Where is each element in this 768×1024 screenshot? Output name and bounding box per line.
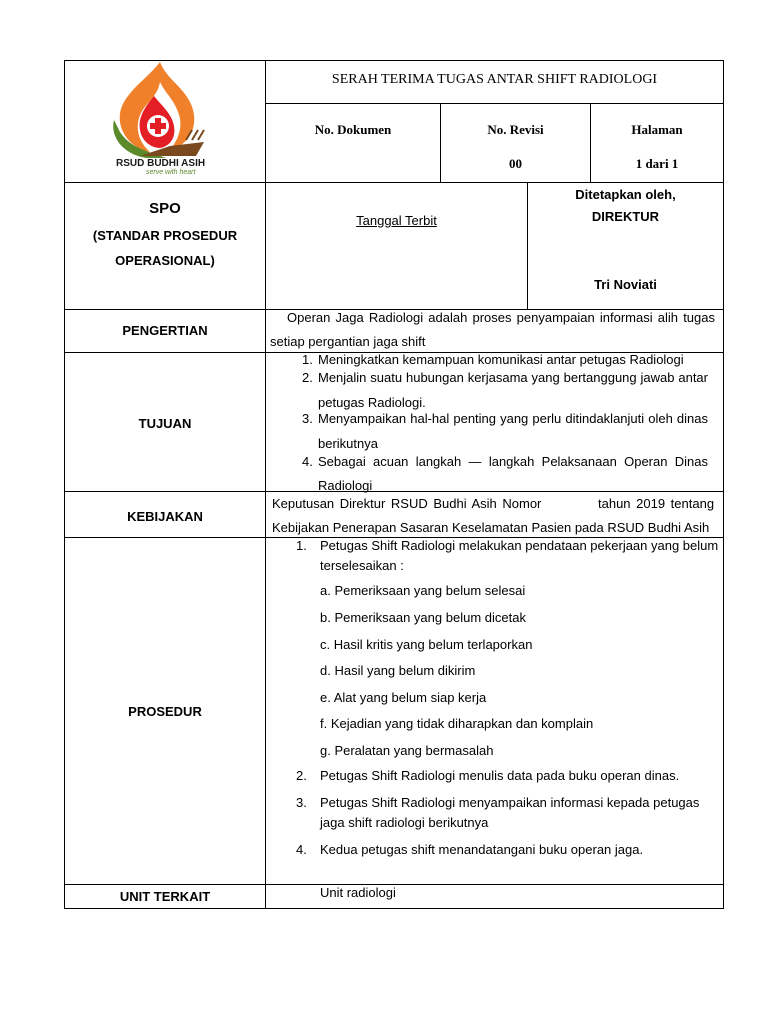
document-title: SERAH TERIMA TUGAS ANTAR SHIFT RADIOLOGI	[331, 72, 658, 87]
hospital-logo	[100, 60, 220, 180]
hospital-tagline: serve with heart	[146, 169, 196, 176]
prosedur-label: PROSEDUR	[128, 704, 202, 719]
prosedur-number: 3.	[296, 795, 307, 810]
prosedur-step: Petugas Shift Radiologi menyampaikan informasi kepada petugas	[320, 795, 700, 810]
spo-subtitle-line2: OPERASIONAL)	[115, 253, 215, 268]
tujuan-item: Menjalin suatu hubungan kerjasama yang bertanggung jawab antar	[318, 370, 708, 385]
prosedur-sub-item: b. Pemeriksaan yang belum dicetak	[320, 610, 526, 625]
tujuan-item: Meningkatkan kemampuan komunikasi antar petugas Radiologi	[318, 352, 684, 367]
unit-terkait-value: Unit radiologi	[320, 885, 396, 900]
tujuan-label: TUJUAN	[138, 416, 192, 431]
flame-cross-icon	[100, 60, 220, 160]
unit-terkait-label: UNIT TERKAIT	[119, 889, 211, 904]
prosedur-step: Kedua petugas shift menandatangani buku operan jaga.	[320, 842, 644, 857]
hospital-name: RSUD BUDHI ASIH	[116, 158, 206, 169]
kebijakan-line2: Kebijakan Penerapan Sasaran Keselamatan Pasien pada RSUD Budhi Asih	[272, 520, 710, 535]
spo-title: SPO	[149, 200, 181, 217]
prosedur-step-cont: terselesaikan :	[320, 558, 404, 573]
prosedur-sub-item: g. Peralatan yang bermasalah	[320, 743, 494, 758]
direktur-label: DIREKTUR	[591, 209, 660, 224]
pengertian-line1: Operan Jaga Radiologi adalah proses penyampaian informasi alih tugas	[287, 310, 715, 325]
tujuan-number: 1.	[302, 352, 313, 367]
prosedur-step: Petugas Shift Radiologi menulis data pada buku operan dinas.	[320, 768, 680, 783]
pengertian-line2: setiap pergantian jaga shift	[270, 334, 426, 349]
no-dokumen-label: No. Dokumen	[314, 122, 392, 137]
halaman-label: Halaman	[631, 122, 683, 137]
tujuan-number: 3.	[302, 411, 313, 426]
prosedur-number: 2.	[296, 768, 307, 783]
prosedur-sub-item: f. Kejadian yang tidak diharapkan dan komplain	[320, 716, 594, 731]
no-revisi-value: 00	[509, 156, 522, 171]
tujuan-item: Sebagai acuan langkah — langkah Pelaksanaan Operan Dinas	[318, 454, 708, 469]
kebijakan-line1-a: Keputusan Direktur RSUD Budhi Asih Nomor	[272, 496, 542, 511]
prosedur-number: 1.	[296, 538, 307, 553]
tujuan-item: Menyampaikan hal-hal penting yang perlu ditindaklanjuti oleh dinas	[318, 411, 708, 426]
no-revisi-label: No. Revisi	[487, 122, 544, 137]
tanggal-terbit-label: Tanggal Terbit	[356, 213, 437, 228]
halaman-value: 1 dari 1	[635, 156, 679, 171]
ditetapkan-label: Ditetapkan oleh,	[575, 187, 676, 202]
prosedur-sub-item: a. Pemeriksaan yang belum selesai	[320, 583, 526, 598]
prosedur-step-cont: jaga shift radiologi berikutnya	[320, 815, 489, 830]
kebijakan-line1-b: tahun 2019 tentang	[598, 496, 715, 511]
kebijakan-label: KEBIJAKAN	[127, 509, 203, 524]
pengertian-label: PENGERTIAN	[122, 323, 208, 338]
signer-name: Tri Noviati	[594, 277, 657, 292]
tujuan-number: 2.	[302, 370, 313, 385]
tujuan-number: 4.	[302, 454, 313, 469]
spo-subtitle-line1: (STANDAR PROSEDUR	[92, 228, 238, 243]
tujuan-item-cont: petugas Radiologi.	[318, 395, 426, 410]
prosedur-sub-item: d. Hasil yang belum dikirim	[320, 663, 476, 678]
prosedur-sub-item: e. Alat yang belum siap kerja	[320, 690, 487, 705]
tujuan-item-cont: berikutnya	[318, 436, 378, 451]
prosedur-sub-item: c. Hasil kritis yang belum terlaporkan	[320, 637, 533, 652]
prosedur-number: 4.	[296, 842, 307, 857]
prosedur-step: Petugas Shift Radiologi melakukan pendataan pekerjaan yang belum	[320, 538, 719, 553]
tujuan-item-cont: Radiologi	[318, 478, 373, 493]
